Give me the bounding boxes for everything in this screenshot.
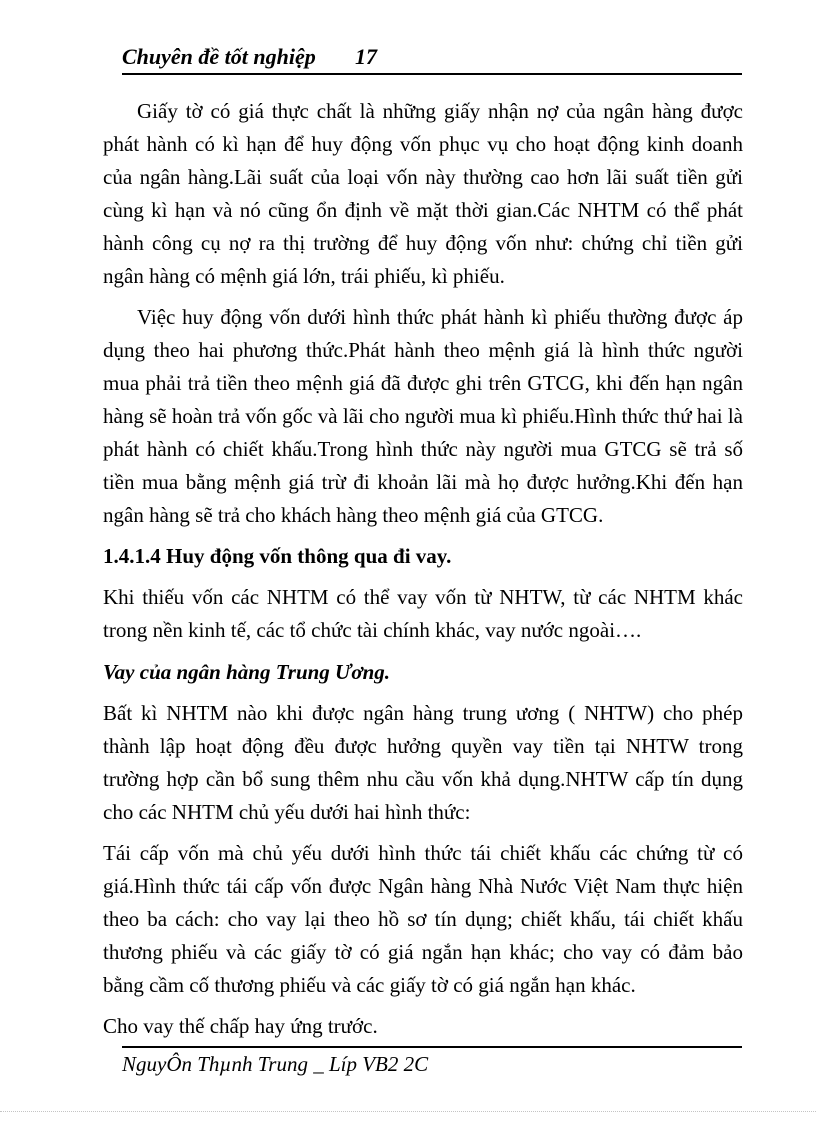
header-title: Chuyên đề tốt nghiệp [122,44,316,69]
body-paragraph: Cho vay thế chấp hay ứng trước. [103,1014,378,1038]
document-body [103,95,743,1051]
sub-section-heading: Vay của ngân hàng Trung Ương. [103,660,391,684]
body-paragraph: Bất kì NHTM nào khi được ngân hàng trung ương ( NHTW) cho phép thành lập hoạt động đều được hưởng quyền vay tiền tại NHTW trong trường hợp cần bổ sung thêm nhu cầu vốn khả dụng.NHTW cấp tín dụng cho các NHTM chủ yếu dưới hai hình thức: [103,701,743,824]
page-header [122,44,742,75]
body-paragraph: Việc huy động vốn dưới hình thức phát hành kì phiếu thường được áp dụng theo hai phương thức.Phát hành theo mệnh giá là hình thức người mua phải trả tiền theo mệnh giá đã được ghi trên GTCG, khi đến hạn ngân hàng sẽ hoàn trả vốn gốc và lãi cho người mua kì phiếu.Hình thức thứ hai là phát hành có chiết khấu.Trong hình thức này người mua GTCG sẽ trả số tiền mua bằng mệnh giá trừ đi khoản lãi mà họ được hưởng.Khi đến hạn ngân hàng sẽ trả cho khách hàng theo mệnh giá của GTCG. [103,305,743,527]
body-paragraph: Tái cấp vốn mà chủ yếu dưới hình thức tái chiết khấu các chứng từ có giá.Hình thức tái cấp vốn được Ngân hàng Nhà Nước Việt Nam thực hiện theo ba cách: cho vay lại theo hồ sơ tín dụng; chiết khấu, tái chiết khấu thương phiếu và các giấy tờ có giá ngắn hạn khác; cho vay có đảm bảo bằng cầm cố thương phiếu và các giấy tờ có giá ngắn hạn khác. [103,841,743,997]
body-paragraph: Giấy tờ có giá thực chất là những giấy nhận nợ của ngân hàng được phát hành có kì hạn để huy động vốn phục vụ cho hoạt động kinh doanh của ngân hàng.Lãi suất của loại vốn này thường cao hơn lãi suất tiền gửi cùng kì hạn và nó cũng ổn định về mặt thời gian.Các NHTM có thể phát hành công cụ nợ ra thị trường để huy động vốn như: chứng chỉ tiền gửi ngân hàng có mệnh giá lớn, trái phiếu, kì phiếu. [103,99,743,288]
body-paragraph: Khi thiếu vốn các NHTM có thể vay vốn từ NHTW, từ các NHTM khác trong nền kinh tế, các tổ chức tài chính khác, vay nước ngoài…. [103,585,743,642]
section-heading: 1.4.1.4 Huy động vốn thông qua đi vay. [103,544,452,568]
footer-author-line: NguyÔn Thµnh Trung _ Líp VB2 2C [122,1052,429,1076]
page-footer [122,1046,742,1077]
header-page-number: 17 [355,44,377,69]
header-row [122,44,742,70]
page-break-divider [0,1111,816,1112]
